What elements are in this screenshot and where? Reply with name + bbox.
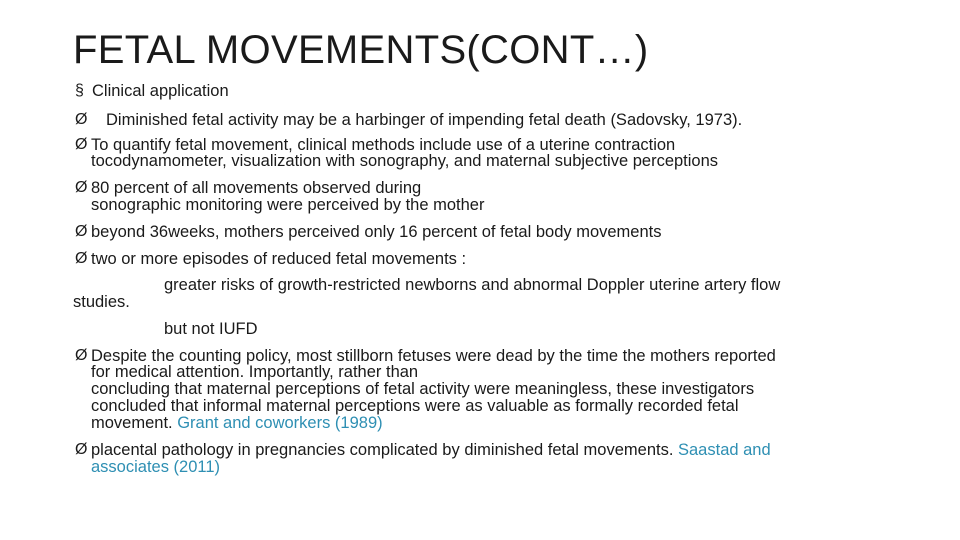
citation-link[interactable]: Saastad and	[678, 441, 771, 459]
bullet-text-indented: greater risks of growth-restricted newborns and abnormal Doppler uterine artery flow	[164, 276, 781, 294]
bullet-text	[91, 441, 771, 459]
bullet-text: Diminished fetal activity may be a harbinger of impending fetal death (Sadovsky, 1973).	[106, 111, 743, 129]
bullet-text: beyond 36weeks, mothers perceived only 16 percent of fetal body movements	[91, 223, 662, 241]
page-title: FETAL MOVEMENTS(CONT…)	[73, 28, 649, 72]
citation-lead-text: movement.	[91, 414, 178, 432]
bullet-text: 80 percent of all movements observed during	[91, 179, 422, 197]
bullet-text: To quantify fetal movement, clinical methods include use of a uterine contraction	[91, 136, 676, 154]
bullet-text-wrapped: studies.	[73, 293, 130, 311]
bullet-text-continued: for medical attention. Importantly, rather than	[91, 363, 419, 381]
arrow-bullet-icon: Ø	[75, 441, 88, 458]
bullet-text: Despite the counting policy, most stillborn fetuses were dead by the time the mothers reported	[91, 347, 776, 365]
arrow-bullet-icon: Ø	[75, 111, 88, 128]
citation-link-continued[interactable]: associates (2011)	[91, 458, 221, 476]
bullet-text-continued	[91, 414, 383, 432]
bullet-text-continued: sonographic monitoring were perceived by the mother	[91, 196, 485, 214]
section-heading: Clinical application	[92, 82, 229, 100]
bullet-text-continued: concluded that informal maternal perceptions were as valuable as formally recorded fetal	[91, 397, 739, 415]
bullet-text-indented: but not IUFD	[164, 320, 258, 338]
bullet-text-continued: concluding that maternal perceptions of fetal activity were meaningless, these investigators	[91, 380, 755, 398]
arrow-bullet-icon: Ø	[75, 250, 88, 267]
bullet-lead-text: placental pathology in pregnancies complicated by diminished fetal movements.	[91, 441, 678, 459]
arrow-bullet-icon: Ø	[75, 179, 88, 196]
square-bullet-icon: §	[75, 82, 84, 99]
arrow-bullet-icon: Ø	[75, 136, 88, 153]
bullet-text: two or more episodes of reduced fetal movements :	[91, 250, 467, 268]
arrow-bullet-icon: Ø	[75, 347, 88, 364]
citation-link[interactable]: Grant and coworkers (1989)	[177, 414, 383, 432]
bullet-text-continued: tocodynamometer, visualization with sonography, and maternal subjective perceptions	[91, 152, 719, 170]
arrow-bullet-icon: Ø	[75, 223, 88, 240]
